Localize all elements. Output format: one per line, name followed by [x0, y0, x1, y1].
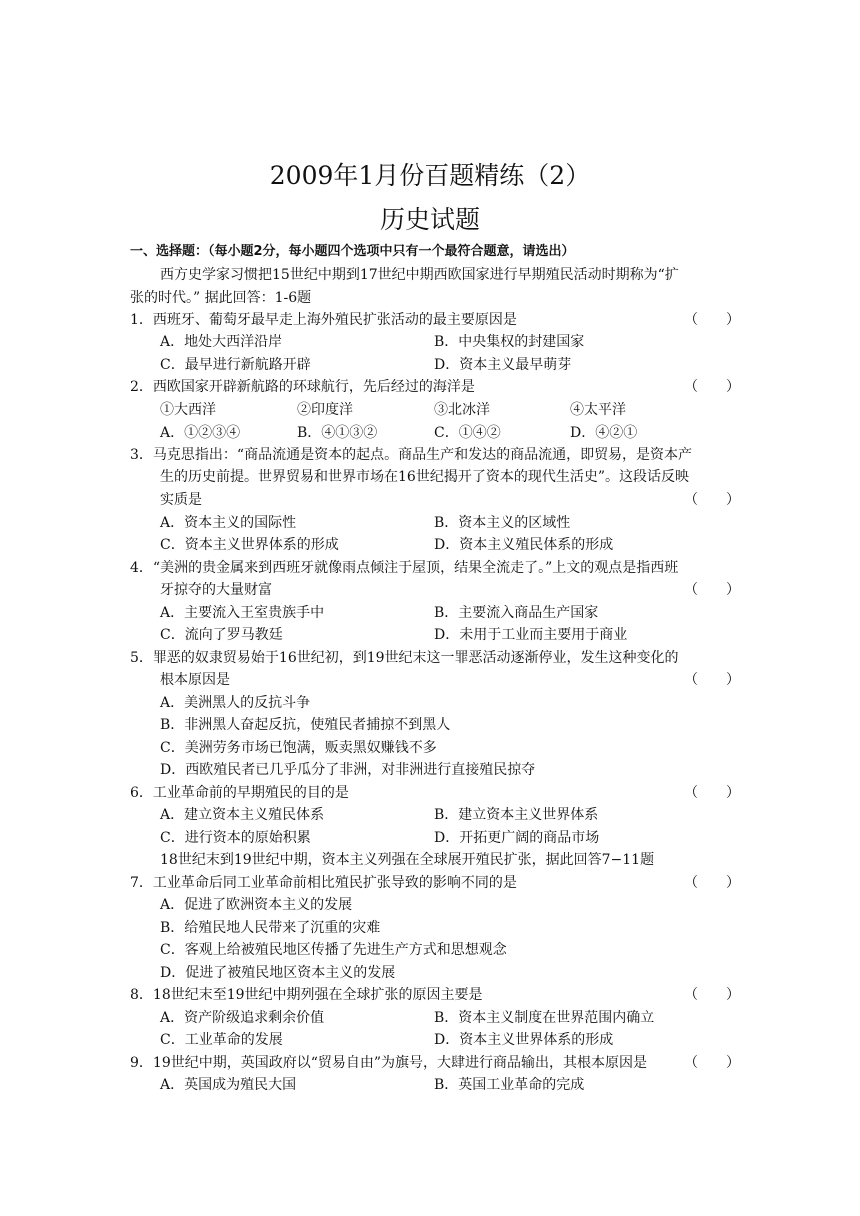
option: B．给殖民地人民带来了沉重的灾难 [160, 920, 381, 936]
question-stem: 2．西欧国家开辟新航路的环球航行，先后经过的海洋是 [130, 379, 475, 395]
answer-bracket: （ ） [684, 987, 740, 1003]
exam-title: 2009年1月份百题精练（2） [269, 161, 591, 190]
question-stem: 9．19世纪中期，英国政府以“贸易自由”为旗号，大肆进行商品输出，其根本原因是 [130, 1055, 648, 1071]
option: B．主要流入商品生产国家 [434, 605, 599, 621]
intro-text: 西方史学家习惯把15世纪中期到17世纪中期西欧国家进行早期殖民活动时期称为“扩 [160, 267, 679, 283]
sub-option: ①大西洋 [160, 402, 216, 418]
option: B．资本主义的区域性 [434, 515, 571, 531]
answer-bracket: （ ） [684, 379, 740, 395]
question-stem: 牙掠夺的大量财富 [160, 582, 272, 598]
answer-bracket: （ ） [684, 312, 740, 328]
question-stem: 生的历史前提。世界贸易和世界市场在16世纪揭开了资本的现代生活史”。这段话反映 [160, 469, 689, 485]
intro-text: 18世纪末到19世纪中期，资本主义列强在全球展开殖民扩张，据此回答7−11题 [160, 852, 655, 868]
answer-bracket: （ ） [684, 875, 740, 891]
option: A．主要流入王室贵族手中 [160, 605, 325, 621]
answer-bracket: （ ） [684, 672, 740, 688]
option: C．工业革命的发展 [160, 1032, 283, 1048]
option: D．西欧殖民者已几乎瓜分了非洲，对非洲进行直接殖民掠夺 [160, 762, 536, 778]
option: B．中央集权的封建国家 [434, 334, 585, 350]
question-stem: 1．西班牙、葡萄牙最早走上海外殖民扩张活动的最主要原因是 [130, 312, 517, 328]
option: A．地处大西洋沿岸 [160, 334, 283, 350]
option: D．促进了被殖民地区资本主义的发展 [160, 965, 396, 981]
option: A．资本主义的国际性 [160, 515, 297, 531]
option: A．美洲黑人的反抗斗争 [160, 695, 311, 711]
question-stem: 3．马克思指出：“商品流通是资本的起点。商品生产和发达的商品流通，即贸易，是资本产 [130, 447, 693, 463]
option: D．④②① [570, 425, 638, 441]
intro-text: 张的时代。” 据此回答：1-6题 [130, 290, 312, 306]
answer-bracket: （ ） [684, 785, 740, 801]
option: A．促进了欧洲资本主义的发展 [160, 897, 353, 913]
question-stem: 4．“美洲的贵金属来到西班牙就像雨点倾注于屋顶，结果全流走了。”上文的观点是指西班 [130, 560, 679, 576]
question-stem: 6．工业革命前的早期殖民的目的是 [130, 785, 349, 801]
exam-subtitle: 历史试题 [379, 205, 480, 234]
option: B．建立资本主义世界体系 [434, 807, 599, 823]
option: C．美洲劳务市场已饱满，贩卖黑奴赚钱不多 [160, 740, 437, 756]
option: D．资本主义世界体系的形成 [434, 1032, 614, 1048]
option: A．英国成为殖民大国 [160, 1077, 297, 1093]
question-stem: 7．工业革命后同工业革命前相比殖民扩张导致的影响不同的是 [130, 875, 517, 891]
option: B．英国工业革命的完成 [434, 1077, 585, 1093]
question-stem: 8．18世纪末至19世纪中期列强在全球扩张的原因主要是 [130, 987, 483, 1003]
option: D．资本主义最早萌芽 [434, 357, 572, 373]
option: C．资本主义世界体系的形成 [160, 537, 339, 553]
sub-option: ④太平洋 [570, 402, 626, 418]
option: C．①④② [434, 425, 501, 441]
answer-bracket: （ ） [684, 492, 740, 508]
option: C．进行资本的原始积累 [160, 830, 311, 846]
option: D．开拓更广阔的商品市场 [434, 830, 600, 846]
answer-bracket: （ ） [684, 582, 740, 598]
question-stem: 根本原因是 [160, 672, 230, 688]
option: C．最早进行新航路开辟 [160, 357, 311, 373]
option: C．流向了罗马教廷 [160, 627, 283, 643]
option: B．资本主义制度在世界范围内确立 [434, 1010, 655, 1026]
option: A．①②③④ [160, 425, 241, 441]
question-stem: 5．罪恶的奴隶贸易始于16世纪初，到19世纪末这一罪恶活动逐渐停业，发生这种变化的 [130, 650, 679, 666]
option: C．客观上给被殖民地区传播了先进生产方式和思想观念 [160, 942, 507, 958]
option: B．④①③② [297, 425, 378, 441]
question-stem: 实质是 [160, 492, 202, 508]
section-heading: 一、选择题：（每小题2分，每小题四个选项中只有一个最符合题意，请选出） [130, 244, 575, 259]
option: D．未用于工业而主要用于商业 [434, 627, 628, 643]
answer-bracket: （ ） [684, 1055, 740, 1071]
option: B．非洲黑人奋起反抗，使殖民者捕掠不到黑人 [160, 717, 451, 733]
option: A．建立资本主义殖民体系 [160, 807, 325, 823]
option: D．资本主义殖民体系的形成 [434, 537, 614, 553]
sub-option: ③北冰洋 [434, 402, 490, 418]
sub-option: ②印度洋 [297, 402, 353, 418]
option: A．资产阶级追求剩余价值 [160, 1010, 325, 1026]
